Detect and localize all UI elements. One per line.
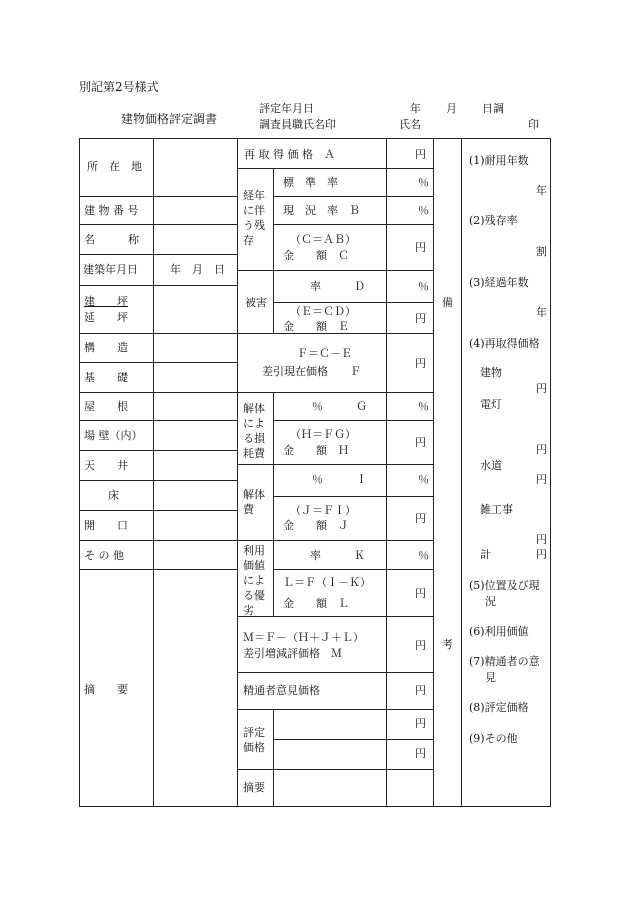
demolition-cost-label: 解体費 <box>243 488 265 516</box>
unit-b: ％ <box>418 204 429 217</box>
form-title: 建物価格評定調書 <box>121 112 218 126</box>
unit-m: 円 <box>415 639 426 652</box>
standard-rate-label: 標 準 率 <box>283 176 338 189</box>
l-amount-label: 金 額 Ｌ <box>283 597 349 610</box>
inspector-name-label: 氏名 <box>399 118 421 131</box>
unit-d: ％ <box>418 280 429 293</box>
note-5b: 況 <box>485 595 496 608</box>
eval-day-label: 日調 <box>482 102 504 115</box>
note-electric-unit: 円 <box>536 443 547 456</box>
unit-f: 円 <box>415 357 426 370</box>
note-building-unit: 円 <box>536 382 547 395</box>
location-label: 所 在 地 <box>87 160 142 173</box>
g-rate-label: ％ Ｇ <box>312 400 367 413</box>
e-amount-label: 金 額 Ｅ <box>283 320 349 333</box>
total-tsubo-label: 延 坪 <box>84 311 128 324</box>
c-formula: （Ｃ＝ＡＢ） <box>290 233 356 246</box>
demolition-loss-label: 解体による損耗費 <box>243 402 265 460</box>
structure-label: 構 造 <box>84 341 128 354</box>
unit-h: 円 <box>415 436 426 449</box>
note-water: 水道 <box>480 459 502 472</box>
unit-c: 円 <box>415 241 426 254</box>
remarks-bottom-char: 考 <box>442 638 453 651</box>
unit-standard: ％ <box>418 176 429 189</box>
note-7a: (7)精通者の意 <box>469 655 540 668</box>
unit-eval-2: 円 <box>415 747 426 760</box>
k-rate-label: 率 Ｋ <box>310 549 365 562</box>
inspector-label: 調査員職氏名印 <box>259 118 336 131</box>
floor-label: 床 <box>108 489 119 502</box>
h-formula: （Ｈ＝ＦＧ） <box>290 428 356 441</box>
note-2-unit: 割 <box>536 245 547 258</box>
note-3: (3)経過年数 <box>469 276 529 289</box>
unit-g: ％ <box>418 400 429 413</box>
building-tsubo-label: 建 坪 <box>84 295 128 308</box>
unit-eval-1: 円 <box>415 717 426 730</box>
utility-value-label: 利用価値による優劣 <box>243 544 265 617</box>
note-misc-unit: 円 <box>536 533 547 546</box>
note-1: (1)耐用年数 <box>469 154 529 167</box>
opening-label: 開 口 <box>84 519 128 532</box>
summary2-label: 摘要 <box>243 781 265 794</box>
other-label: そ の 他 <box>84 549 124 562</box>
name-label: 名 称 <box>84 233 139 246</box>
h-amount-label: 金 額 Ｈ <box>283 444 349 457</box>
eval-date-label: 評定年月日 <box>259 102 314 115</box>
damage-group-label: 被害 <box>245 296 267 309</box>
note-building: 建物 <box>480 366 502 379</box>
roof-label: 屋 根 <box>84 400 128 413</box>
note-3-unit: 年 <box>536 306 547 319</box>
note-9: (9)その他 <box>469 732 518 745</box>
wall-label: 場 壁（内） <box>84 429 143 442</box>
note-total: 計 <box>480 548 491 561</box>
note-electric: 電灯 <box>480 398 502 411</box>
eval-price-label: 評定価格 <box>243 726 265 754</box>
note-5a: (5)位置及び現 <box>469 579 540 592</box>
reacq-price-label: 再 取 得 価 格 Ａ <box>244 148 335 161</box>
note-1-unit: 年 <box>536 184 547 197</box>
m-formula: Ｍ＝Ｆ－（Ｈ＋Ｊ＋Ｌ） <box>243 631 364 644</box>
built-ymd-label: 年 月 日 <box>170 263 225 276</box>
note-7b: 見 <box>485 671 496 684</box>
m-label: 差引増減評価格 Ｍ <box>243 647 342 660</box>
ceiling-label: 天 井 <box>84 459 128 472</box>
note-8: (8)評定価格 <box>469 701 529 714</box>
unit-a: 円 <box>415 148 426 161</box>
eval-month-label: 月 <box>446 102 457 115</box>
expert-price-label: 精通者意見価格 <box>243 684 320 697</box>
note-6: (6)利用価値 <box>469 625 529 638</box>
foundation-label: 基 礎 <box>84 371 128 384</box>
c-amount-label: 金 額 Ｃ <box>283 249 349 262</box>
e-formula: （Ｅ＝ＣＤ） <box>290 305 356 318</box>
i-rate-label: ％ Ｉ <box>312 473 367 486</box>
unit-e: 円 <box>415 312 426 325</box>
remarks-top-char: 備 <box>442 296 453 309</box>
j-amount-label: 金 額 Ｊ <box>283 519 349 532</box>
actual-rate-label: 現 況 率 Ｂ <box>283 204 360 217</box>
unit-l: 円 <box>415 587 426 600</box>
seal-label: 印 <box>528 118 539 131</box>
f-label: 差引現在価格 Ｆ <box>262 365 361 378</box>
unit-i: ％ <box>418 473 429 486</box>
note-2: (2)残存率 <box>469 214 518 227</box>
built-date-label: 建築年月日 <box>83 263 138 276</box>
unit-j: 円 <box>415 512 426 525</box>
aging-group-label: 経年に伴う残存 <box>243 189 265 247</box>
d-rate-label: 率 Ｄ <box>310 280 365 293</box>
l-formula: Ｌ＝Ｆ（Ｉ－Ｋ） <box>283 576 371 589</box>
summary-label: 摘 要 <box>84 683 128 696</box>
eval-year-label: 年 <box>410 102 421 115</box>
f-formula: Ｆ＝Ｃ－Ｅ <box>297 347 352 360</box>
form-number: 別記第2号様式 <box>79 80 159 94</box>
j-formula: （Ｊ＝ＦＩ） <box>290 504 356 517</box>
building-number-label: 建 物 番 号 <box>84 204 139 217</box>
note-misc: 雑工事 <box>480 503 513 516</box>
note-water-unit: 円 <box>536 473 547 486</box>
note-4: (4)再取得価格 <box>469 337 540 350</box>
unit-k: ％ <box>418 549 429 562</box>
unit-expert: 円 <box>415 684 426 697</box>
note-total-unit: 円 <box>536 548 547 561</box>
